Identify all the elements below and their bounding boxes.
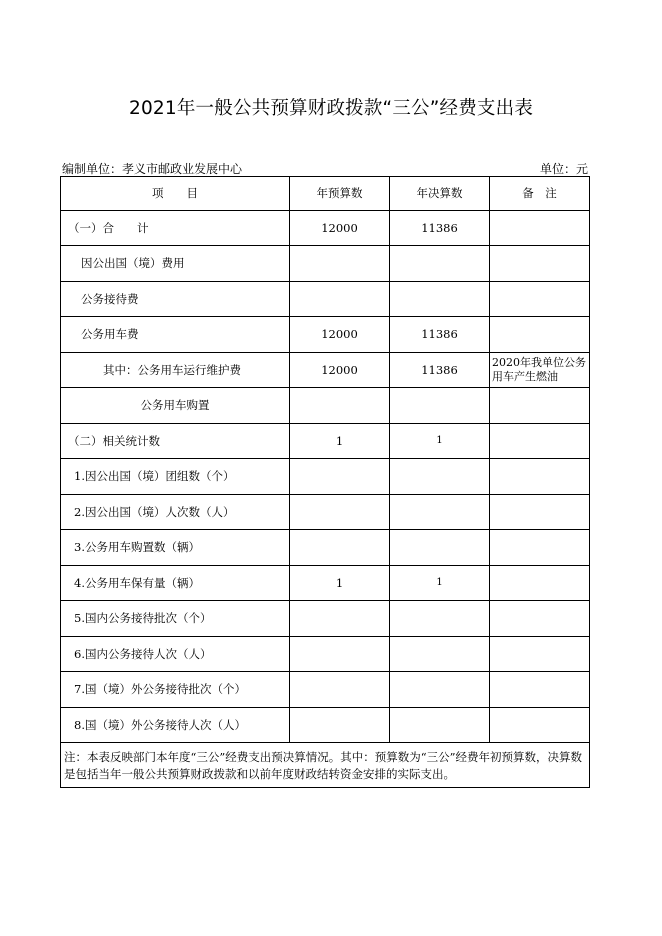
row-final: 1 — [390, 565, 490, 601]
table-row — [61, 423, 590, 459]
row-note: 2020年我单位公务用车产生燃油 — [490, 352, 590, 388]
unit-label: 单位：元 — [539, 162, 588, 176]
table-row — [61, 565, 590, 601]
expense-table — [60, 176, 590, 788]
row-budget: 12000 — [290, 317, 390, 353]
table-row — [61, 601, 590, 637]
row-final — [390, 281, 490, 317]
table-row — [61, 707, 590, 743]
row-item: 因公出国（境）费用 — [61, 246, 290, 282]
row-budget: 12000 — [290, 352, 390, 388]
row-budget — [290, 636, 390, 672]
row-note — [490, 423, 590, 459]
row-item: 5.国内公务接待批次（个） — [61, 601, 290, 637]
table-row — [61, 530, 590, 566]
table-row — [61, 459, 590, 495]
row-note — [490, 707, 590, 743]
header-budget: 年预算数 — [290, 177, 390, 211]
row-budget — [290, 246, 390, 282]
header-final: 年决算数 — [390, 177, 490, 211]
row-item: 公务用车购置 — [61, 388, 290, 424]
table-row — [61, 281, 590, 317]
row-item: 公务用车费 — [61, 317, 290, 353]
table-row — [61, 636, 590, 672]
row-budget: 1 — [290, 565, 390, 601]
table-row — [61, 352, 590, 388]
row-final: 11386 — [390, 210, 490, 246]
row-note — [490, 281, 590, 317]
row-note — [490, 210, 590, 246]
row-budget — [290, 388, 390, 424]
row-budget — [290, 707, 390, 743]
row-note — [490, 565, 590, 601]
row-note — [490, 246, 590, 282]
row-item: 4.公务用车保有量（辆） — [61, 565, 290, 601]
row-note — [490, 530, 590, 566]
row-final: 11386 — [390, 352, 490, 388]
row-final — [390, 601, 490, 637]
row-item: 3.公务用车购置数（辆） — [61, 530, 290, 566]
row-final — [390, 494, 490, 530]
row-note — [490, 317, 590, 353]
header-item: 项 目 — [61, 177, 290, 211]
table-row — [61, 246, 590, 282]
table-row — [61, 494, 590, 530]
table-row — [61, 317, 590, 353]
footnote: 注：本表反映部门本年度“三公”经费支出预决算情况。其中：预算数为“三公”经费年初预算数，决算数是包括当年一般公共预算财政拨款和以前年度财政结转资金安排的实际支出。 — [61, 743, 590, 788]
row-item: 1.因公出国（境）团组数（个） — [61, 459, 290, 495]
table-footnote-row — [61, 743, 590, 788]
row-final — [390, 246, 490, 282]
row-item: 公务接待费 — [61, 281, 290, 317]
row-budget — [290, 672, 390, 708]
row-budget: 12000 — [290, 210, 390, 246]
row-final — [390, 636, 490, 672]
header-note: 备 注 — [490, 177, 590, 211]
row-item: （一）合 计 — [61, 210, 290, 246]
org-label: 编制单位：孝义市邮政业发展中心 — [62, 162, 243, 176]
row-item: （二）相关统计数 — [61, 423, 290, 459]
row-note — [490, 459, 590, 495]
row-note — [490, 636, 590, 672]
table-row — [61, 672, 590, 708]
row-final — [390, 388, 490, 424]
row-final: 1 — [390, 423, 490, 459]
row-final — [390, 459, 490, 495]
row-budget: 1 — [290, 423, 390, 459]
row-final — [390, 530, 490, 566]
page-title: 2021年一般公共预算财政拨款“三公”经费支出表 — [128, 98, 534, 119]
row-budget — [290, 494, 390, 530]
row-item: 其中：公务用车运行维护费 — [61, 352, 290, 388]
row-final — [390, 672, 490, 708]
row-note — [490, 672, 590, 708]
row-item: 8.国（境）外公务接待人次（人） — [61, 707, 290, 743]
row-budget — [290, 530, 390, 566]
table-row — [61, 388, 590, 424]
row-note — [490, 601, 590, 637]
row-budget — [290, 281, 390, 317]
row-budget — [290, 601, 390, 637]
table-header-row — [61, 177, 590, 211]
row-budget — [290, 459, 390, 495]
row-note — [490, 388, 590, 424]
row-note — [490, 494, 590, 530]
table-row — [61, 210, 590, 246]
row-item: 6.国内公务接待人次（人） — [61, 636, 290, 672]
row-final: 11386 — [390, 317, 490, 353]
row-final — [390, 707, 490, 743]
row-item: 2.因公出国（境）人次数（人） — [61, 494, 290, 530]
row-item: 7.国（境）外公务接待批次（个） — [61, 672, 290, 708]
